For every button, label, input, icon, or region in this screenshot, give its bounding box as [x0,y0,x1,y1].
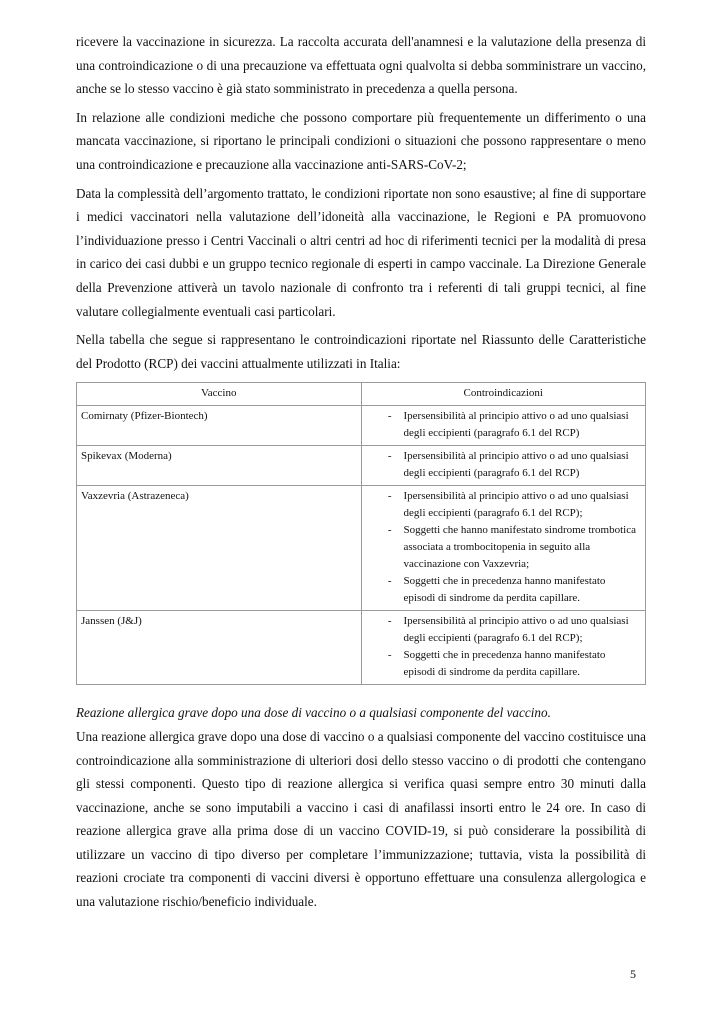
table-row [77,446,646,486]
page-number: 5 [630,967,636,981]
paragraph-intro: ricevere la vaccinazione in sicurezza. La raccolta accurata dell'anamnesi e la valutazione della presenza di una controindicazione o di una precauzione va effettuata ogni qualvolta si debba somministrare un vaccino, anche se lo stesso vaccino è già stato somministrato in precedenza a quella persona. [76,34,646,97]
contraindication-item [362,522,638,573]
contraindication-text: Ipersensibilità al principio attivo o ad uno qualsiasi degli eccipienti (paragrafo 6.1 del RCP); [403,490,629,520]
contraindication-text: Ipersensibilità al principio attivo o ad uno qualsiasi degli eccipienti (paragrafo 6.1 del RCP) [403,450,629,480]
contraindication-item [362,488,638,522]
contraindication-list [361,486,646,611]
header-controindicazioni: Controindicazioni [361,383,646,406]
table-row [77,486,646,611]
list-dash: - [387,490,392,503]
vaccine-name: Comirnaty (Pfizer-Biontech) [77,406,362,446]
vaccine-name: Spikevax (Moderna) [77,446,362,486]
list-dash: - [387,575,392,588]
contraindication-item [362,647,638,681]
contraindication-item [362,408,638,442]
table-row [77,611,646,685]
contraindication-text: Ipersensibilità al principio attivo o ad uno qualsiasi degli eccipienti (paragrafo 6.1 del RCP) [403,410,629,440]
list-dash: - [387,450,392,463]
contraindication-text: Soggetti che in precedenza hanno manifestato episodi di sindrome da perdita capillare. [403,649,606,679]
vaccine-name: Vaxzevria (Astrazeneca) [77,486,362,611]
table-header-row [77,383,646,406]
paragraph-conditions: In relazione alle condizioni mediche che possono comportare più frequentemente un differimento o una mancata vaccinazione, si riportano le principali condizioni o situazioni che possono rappresentare o meno una controindicazione e precauzione alla vaccinazione anti-SARS-CoV-2; [76,109,646,172]
contraindication-item [362,613,638,647]
contraindication-text: Soggetti che in precedenza hanno manifestato episodi di sindrome da perdita capillare. [403,575,606,605]
header-vaccino: Vaccino [77,383,362,406]
contraindications-table [76,382,646,685]
paragraph-allergic-reaction: Una reazione allergica grave dopo una dose di vaccino o a qualsiasi componente del vaccino costituisce una controindicazione alla somministrazione di ulteriori dosi dello stesso vaccino o di prodotti che contengano gli stessi componenti. Questo tipo di reazione allergica si verifica quasi sempre entro 30 minuti dalla vaccinazione, anche se sono imputabili a vaccino i casi di anafilassi insorti entro le 24 ore. In caso di reazione allergica grave alla prima dose di un vaccino COVID-19, si può considerare la possibilità di utilizzare un vaccino di tipo diverso per completare l’immunizzazione; tuttavia, vista la possibilità di reazioni crociate tra componenti di vaccini diversi è opportuno effettuare una consulenza allergologica e una valutazione rischio/beneficio individuale. [76,728,646,910]
paragraph-table-intro: Nella tabella che segue si rappresentano le controindicazioni riportate nel Riassunto delle Caratteristiche del Prodotto (RCP) dei vaccini attualmente utilizzati in Italia: [76,332,646,371]
vaccine-name: Janssen (J&J) [77,611,362,685]
table-row [77,406,646,446]
contraindication-list [361,406,646,446]
list-dash: - [387,410,392,423]
contraindication-item [362,448,638,482]
document-page [76,30,646,919]
contraindication-text: Soggetti che hanno manifestato sindrome trombotica associata a trombocitopenia in seguito alla vaccinazione con Vaxzevria; [403,524,636,571]
section-heading: Reazione allergica grave dopo una dose di vaccino o a qualsiasi componente del vaccino. [76,705,551,721]
contraindication-text: Ipersensibilità al principio attivo o ad uno qualsiasi degli eccipienti (paragrafo 6.1 del RCP); [403,615,629,645]
list-dash: - [387,615,392,628]
list-dash: - [387,649,392,662]
contraindication-list [361,446,646,486]
paragraph-complexity: Data la complessità dell’argomento trattato, le condizioni riportate non sono esaustive; al fine di supportare i medici vaccinatori nella valutazione dell’idoneità alla vaccinazione, le Regioni e PA promuovono l’individuazione presso i Centri Vaccinali o altri centri ad hoc di riferimenti tecnici per la modalità di presa in carico dei casi dubbi e un gruppo tecnico regionale di esperti in campo vaccinale. La Direzione Generale della Prevenzione attiverà un tavolo nazionale di confronto tra i referenti di tali gruppi tecnici, al fine valutare collegialmente eventuali casi particolari. [76,185,646,319]
contraindication-item [362,573,638,607]
list-dash: - [387,524,392,537]
contraindication-list [361,611,646,685]
